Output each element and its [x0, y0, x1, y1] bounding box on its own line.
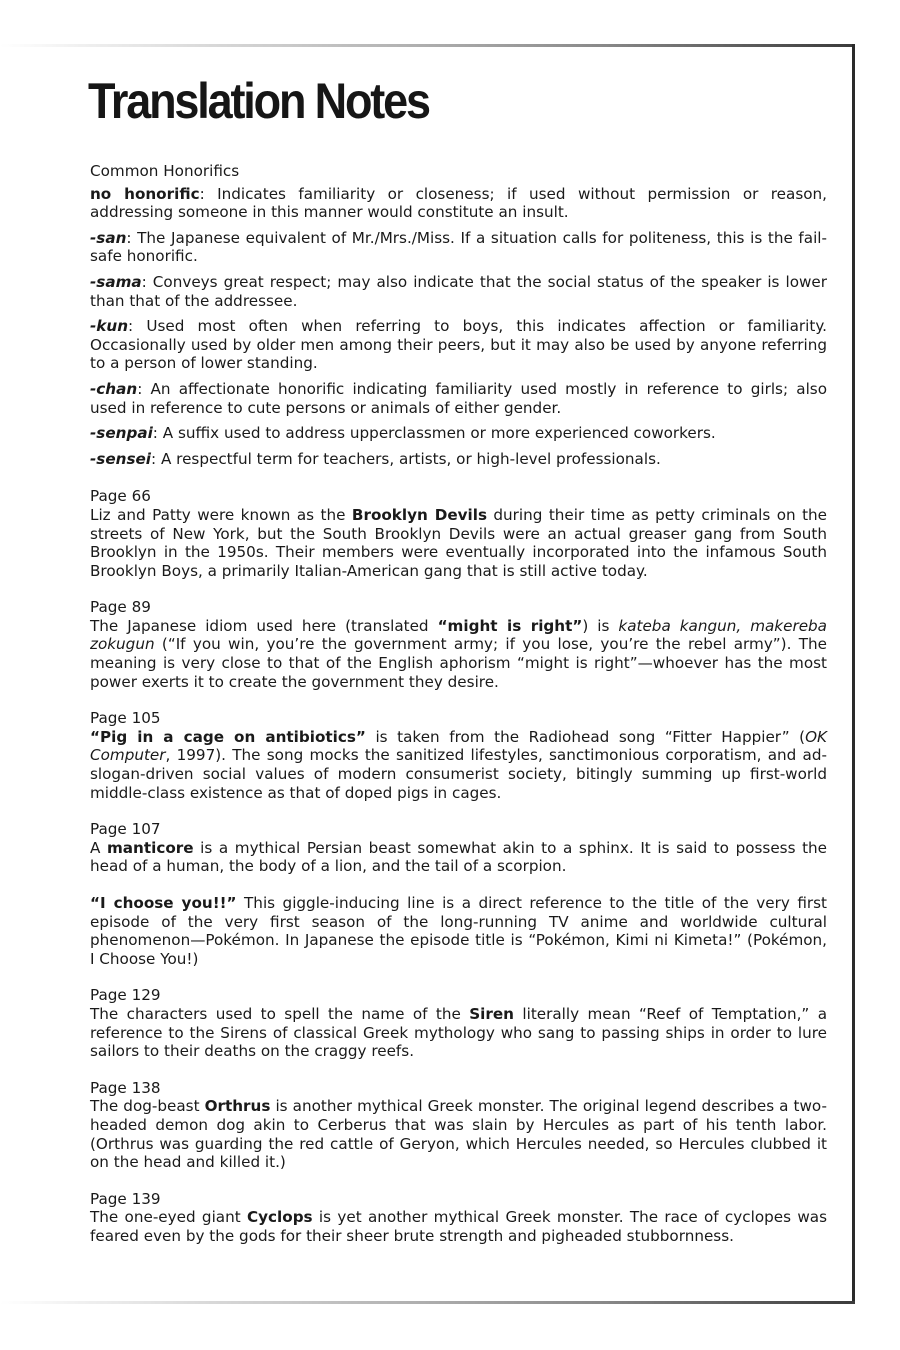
note-page-139: [90, 1190, 827, 1246]
note-term: Cyclops: [247, 1208, 313, 1227]
note-term: “might is right”: [437, 616, 583, 635]
note-text: The Japanese idiom used here (translated “might is right”) is kateba kangun, makereba zokugun (“If you win, you’re the government army; if you lose, you’re the rebel army”). The meaning is very close to that of the English aphorism “might is right”—whoever has the most power exerts it to create the government they desire.: [90, 616, 827, 691]
honorific-term: -kun: [90, 317, 129, 336]
honorific-definition: : Indicates familiarity or closeness; if used without permission or reason, addressing someone in this manner would constitute an insult.: [90, 184, 827, 222]
honorific-entry: [90, 424, 827, 443]
honorific-term: -senpai: [90, 424, 153, 443]
honorific-entry: [90, 185, 827, 222]
note-text: The characters used to spell the name of the Siren literally mean “Reef of Temptation,” a reference to the Sirens of classical Greek mythology who sang to passing ships in order to lure sailors to their deaths on the craggy reefs.: [90, 1004, 827, 1061]
honorific-entry: [90, 380, 827, 417]
honorific-term: no honorific: [90, 184, 200, 203]
note-page-129: [90, 986, 827, 1060]
note-page-138: [90, 1079, 827, 1172]
note-term: Brooklyn Devils: [351, 505, 487, 524]
note-text: Liz and Patty were known as the Brooklyn Devils during their time as petty criminals on the streets of New York, but the South Brooklyn Devils were an actual greaser gang from South Brooklyn in the 1950s. Their members were eventually incorporated into the infamous South Brooklyn Boys, a primarily Italian-American gang that is still active today.: [90, 505, 827, 580]
note-text: The one-eyed giant Cyclops is yet another mythical Greek monster. The race of cyclopes was feared even by the gods for their sheer brute strength and pigheaded stubbornness.: [90, 1208, 827, 1245]
page-number: Page 89: [90, 598, 151, 617]
note-page-107: [90, 820, 827, 968]
note-text: The dog-beast Orthrus is another mythical Greek monster. The original legend describes a two-headed demon dog akin to Cerberus that was slain by Hercules as part of his tenth labor. (Orthrus was guarding the red cattle of Geryon, which Hercules needed, so Hercules clubbed it on the head and killed it.): [90, 1097, 827, 1172]
note-term: “I choose you!!”: [90, 894, 237, 912]
page-number: Page 107: [90, 820, 161, 839]
honorific-entry: [90, 273, 827, 310]
honorifics-heading: Common Honorifics: [90, 162, 240, 180]
page-frame-top: [0, 44, 855, 47]
note-page-105: [90, 709, 827, 802]
note-text: “I choose you!!” This giggle-inducing line is a direct reference to the title of the very first episode of the very first season of the long-running TV anime and worldwide cultural phenomenon—Pokémon. In Japanese the episode title is “Pokémon, Kimi ni Kimeta!” (Pokémon, I Choose You!): [90, 894, 827, 968]
page-frame-right: [852, 44, 855, 1304]
page-frame-bottom: [0, 1301, 855, 1304]
honorific-definition: : A suffix used to address upperclassmen or more experienced coworkers.: [152, 424, 716, 443]
honorific-definition: : Conveys great respect; may also indicate that the social status of the speaker is lower than that of the addressee.: [90, 272, 827, 310]
note-term: Siren: [469, 1004, 514, 1023]
note-term: Orthrus: [204, 1097, 271, 1116]
honorific-term: -sensei: [90, 449, 152, 468]
note-italic: OK Computer: [90, 727, 827, 765]
honorific-definition: : A respectful term for teachers, artists, or high-level professionals.: [151, 449, 661, 468]
note-page-66: [90, 487, 827, 580]
note-term: manticore: [106, 838, 194, 857]
honorific-entry: [90, 317, 827, 373]
note-term: “Pig in a cage on antibiotics”: [90, 727, 366, 746]
honorific-term: -san: [90, 228, 127, 247]
honorific-definition: : Used most often when referring to boys, this indicates affection or familiarity. Occasionally used by older men among their peers, but it may also be used by anyone referring to a person of lower standing.: [90, 317, 827, 373]
note-text: A manticore is a mythical Persian beast somewhat akin to a sphinx. It is said to possess the head of a human, the body of a lion, and the tail of a scorpion.: [90, 838, 828, 876]
page-number: Page 129: [90, 986, 161, 1005]
honorific-term: -sama: [90, 272, 142, 291]
honorific-entry: [90, 450, 827, 469]
notes-content: [90, 162, 827, 1246]
honorific-entry: [90, 229, 827, 266]
note-text: “Pig in a cage on antibiotics” is taken from the Radiohead song “Fitter Happier” (OK Computer, 1997). The song mocks the sanitized lifestyles, sanctimonious corporatism, and ad-slogan-driven social values of modern consumerist society, bitingly summing up first-world middle-class existence as that of doped pigs in cages.: [90, 727, 827, 802]
page-number: Page 138: [90, 1078, 161, 1097]
honorific-term: -chan: [90, 379, 138, 398]
honorific-definition: : The Japanese equivalent of Mr./Mrs./Miss. If a situation calls for politeness, this is the fail-safe honorific.: [90, 228, 827, 266]
page-number: Page 105: [90, 709, 161, 728]
honorific-definition: : An affectionate honorific indicating familiarity used mostly in reference to girls; also used in reference to cute persons or animals of either gender.: [90, 379, 827, 417]
page-title: Translation Notes: [88, 73, 429, 129]
page-number: Page 139: [90, 1189, 161, 1208]
note-italic: kateba kangun, makereba zokugun: [90, 616, 827, 654]
page-number: Page 66: [90, 487, 151, 506]
note-page-89: [90, 598, 827, 691]
